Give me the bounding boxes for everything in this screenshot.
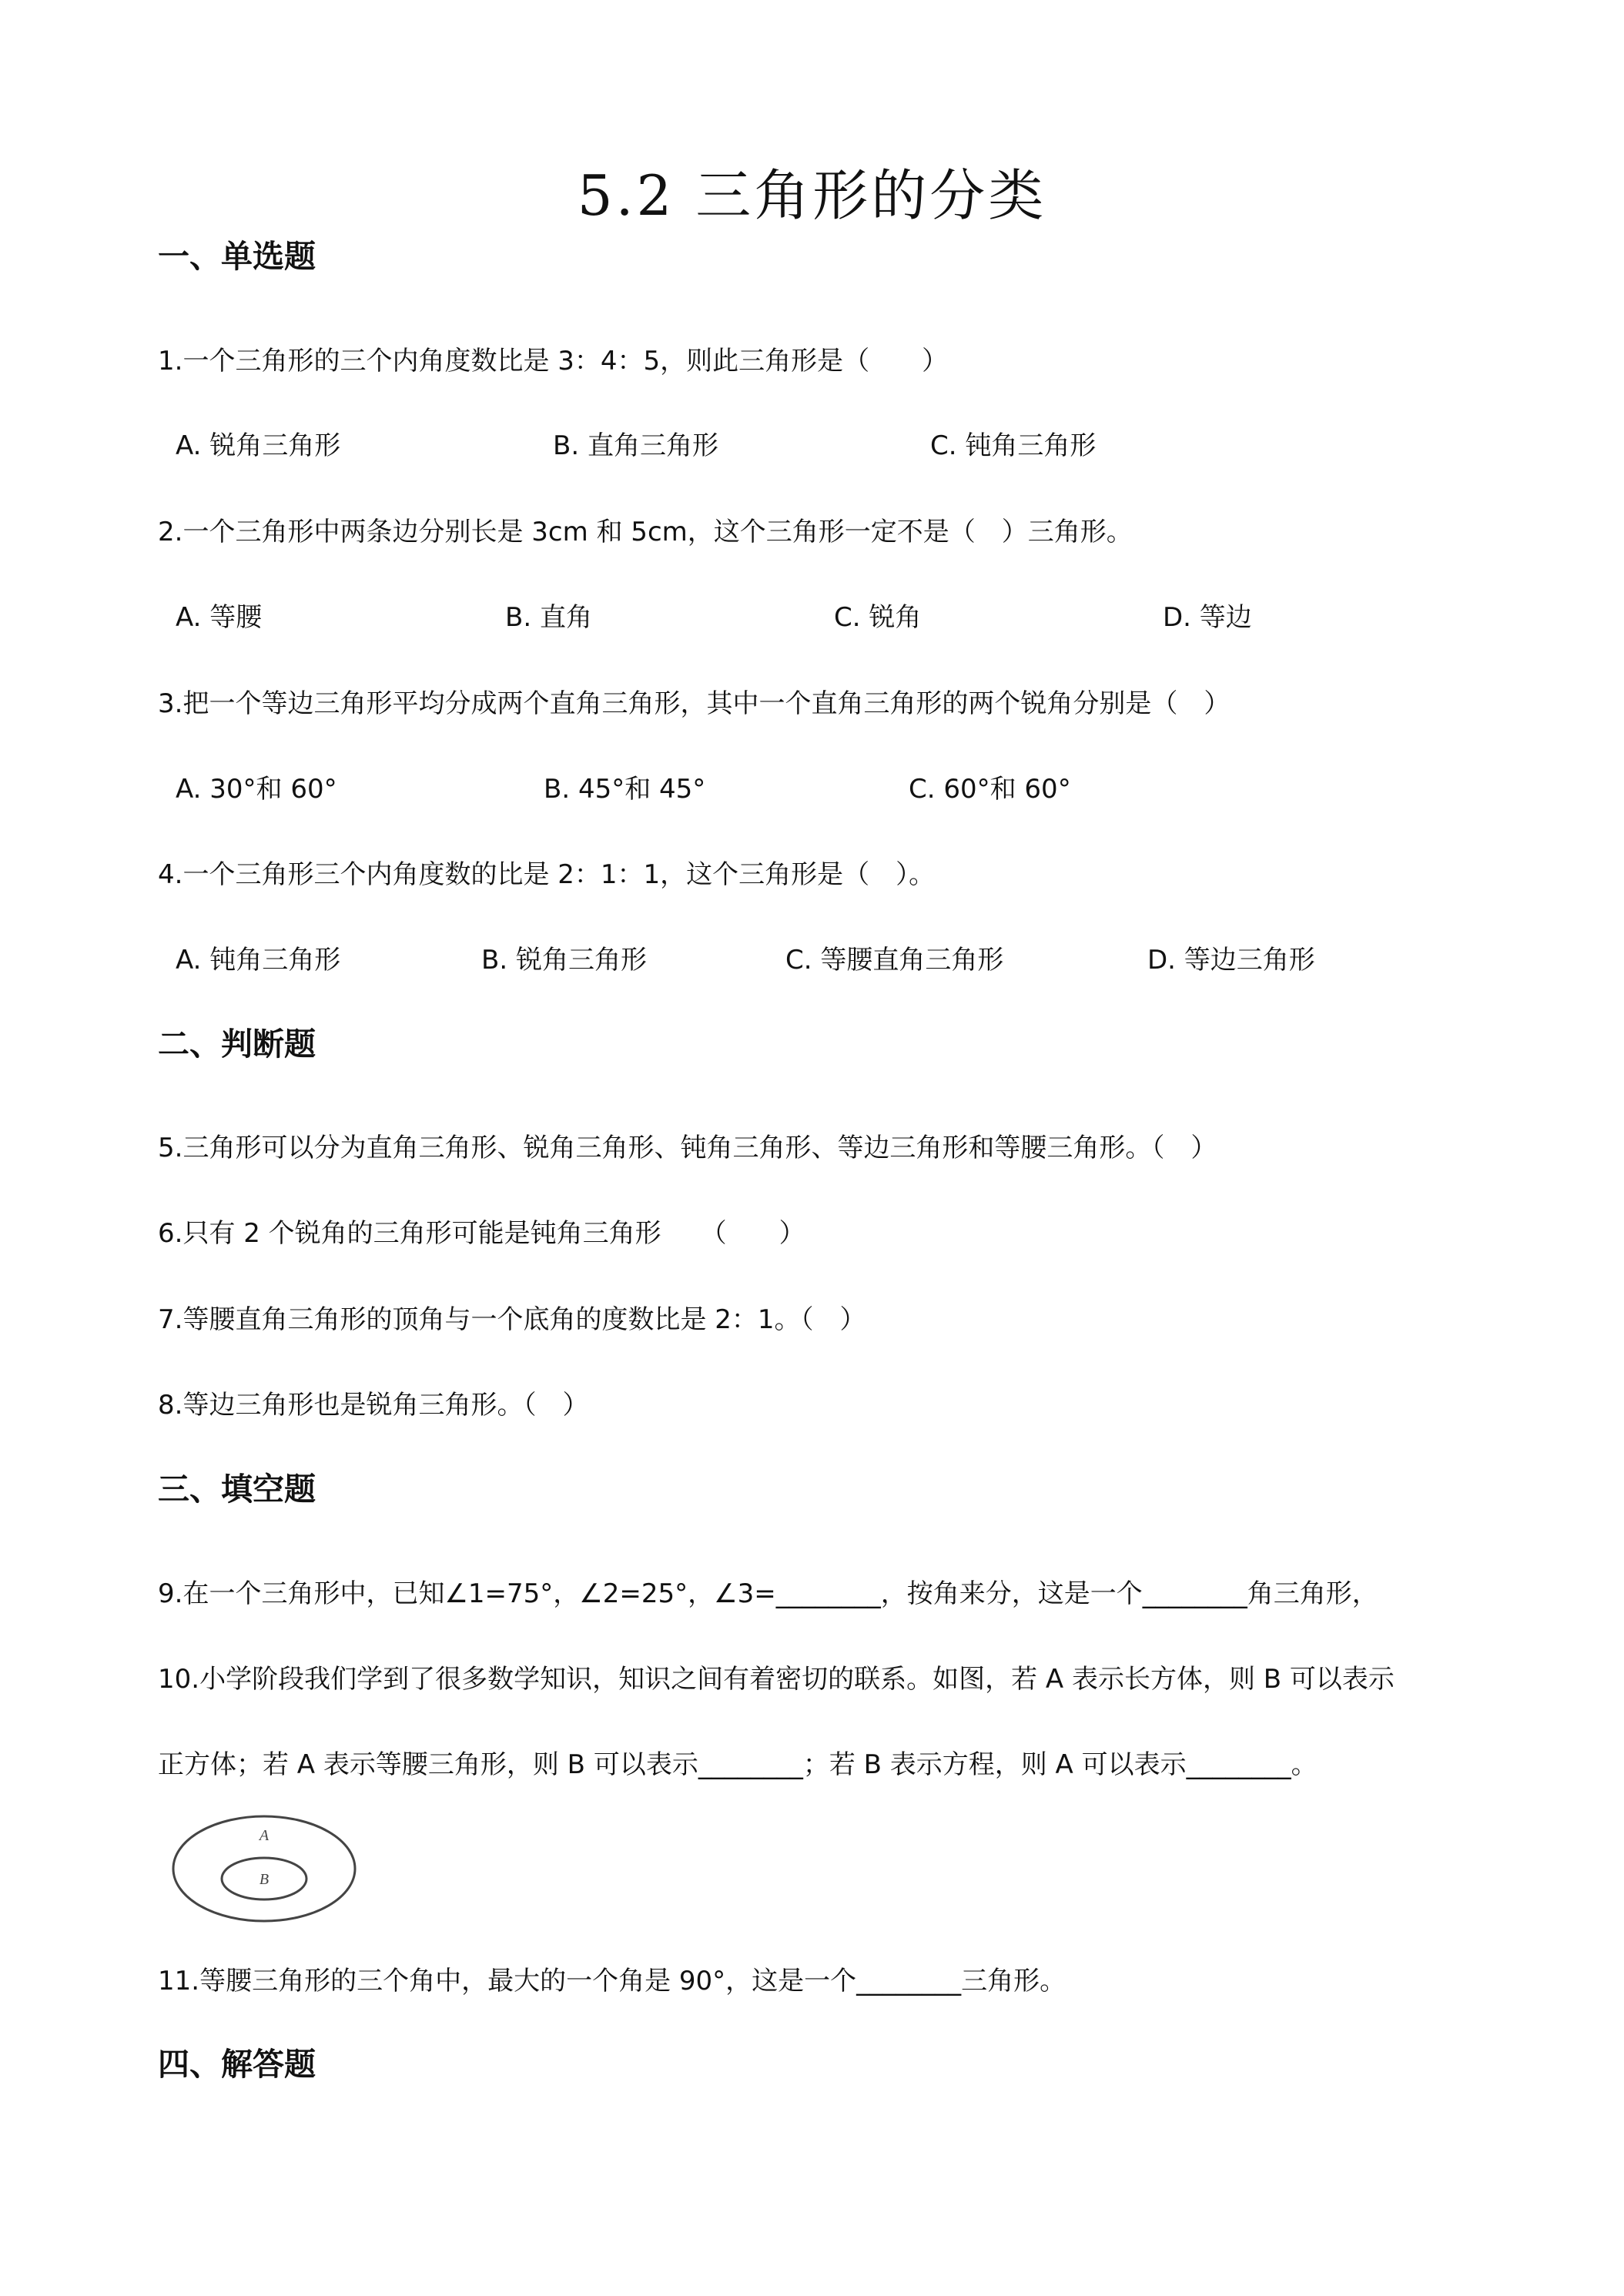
question-4: 4.一个三角形三个内角度数的比是 2：1：1，这个三角形是（ ）。 <box>158 859 936 890</box>
nested-ellipse-diagram <box>168 1811 360 1926</box>
question-3-option-a: A. 30°和 60° <box>176 774 337 805</box>
question-7: 7.等腰直角三角形的顶角与一个底角的度数比是 2：1。（ ） <box>158 1304 866 1335</box>
question-1-option-b: B. 直角三角形 <box>553 430 718 461</box>
question-2-option-d: D. 等边 <box>1163 602 1252 633</box>
question-3-option-c: C. 60°和 60° <box>909 774 1071 805</box>
diagram-label-b: B <box>259 1871 270 1888</box>
question-4-option-a: A. 钝角三角形 <box>176 945 341 976</box>
question-5: 5.三角形可以分为直角三角形、锐角三角形、钝角三角形、等边三角形和等腰三角形。（ ） <box>158 1133 1217 1163</box>
section-heading-single-choice: 一、单选题 <box>158 238 316 275</box>
question-1-option-c: C. 钝角三角形 <box>930 430 1097 461</box>
question-6: 6.只有 2 个锐角的三角形可能是钝角三角形 （ ） <box>158 1218 805 1249</box>
diagram-label-a: A <box>259 1827 270 1844</box>
page-title: 5.2 三角形的分类 <box>577 163 1047 228</box>
question-4-option-b: B. 锐角三角形 <box>481 945 647 976</box>
question-1-option-a: A. 锐角三角形 <box>176 430 341 461</box>
question-10-line-1: 10.小学阶段我们学到了很多数学知识，知识之间有着密切的联系。如图，若 A 表示长方体，则 B 可以表示 <box>158 1664 1395 1695</box>
question-8: 8.等边三角形也是锐角三角形。（ ） <box>158 1390 589 1421</box>
question-4-option-c: C. 等腰直角三角形 <box>785 945 1004 976</box>
section-heading-true-false: 二、判断题 <box>158 1026 316 1063</box>
section-heading-fill-blank: 三、填空题 <box>158 1471 316 1508</box>
question-11: 11.等腰三角形的三个角中，最大的一个角是 90°，这是一个________三角形。 <box>158 1966 1066 1996</box>
section-heading-answer: 四、解答题 <box>158 2046 316 2083</box>
question-9: 9.在一个三角形中，已知∠1=75°，∠2=25°，∠3=________，按角来分，这是一个________角三角形， <box>158 1578 1378 1609</box>
question-10-line-2: 正方体；若 A 表示等腰三角形，则 B 可以表示________；若 B 表示方程，则 A 可以表示________。 <box>158 1749 1318 1780</box>
question-2-option-a: A. 等腰 <box>176 602 263 633</box>
question-2-option-b: B. 直角 <box>505 602 592 633</box>
question-3-option-b: B. 45°和 45° <box>544 774 706 805</box>
question-3: 3.把一个等边三角形平均分成两个直角三角形，其中一个直角三角形的两个锐角分别是（ ） <box>158 688 1231 719</box>
question-2-option-c: C. 锐角 <box>834 602 922 633</box>
question-2: 2.一个三角形中两条边分别长是 3cm 和 5cm，这个三角形一定不是（ ）三角形。 <box>158 517 1133 547</box>
question-4-option-d: D. 等边三角形 <box>1147 945 1315 976</box>
question-1: 1.一个三角形的三个内角度数比是 3：4：5，则此三角形是（ ） <box>158 346 949 377</box>
